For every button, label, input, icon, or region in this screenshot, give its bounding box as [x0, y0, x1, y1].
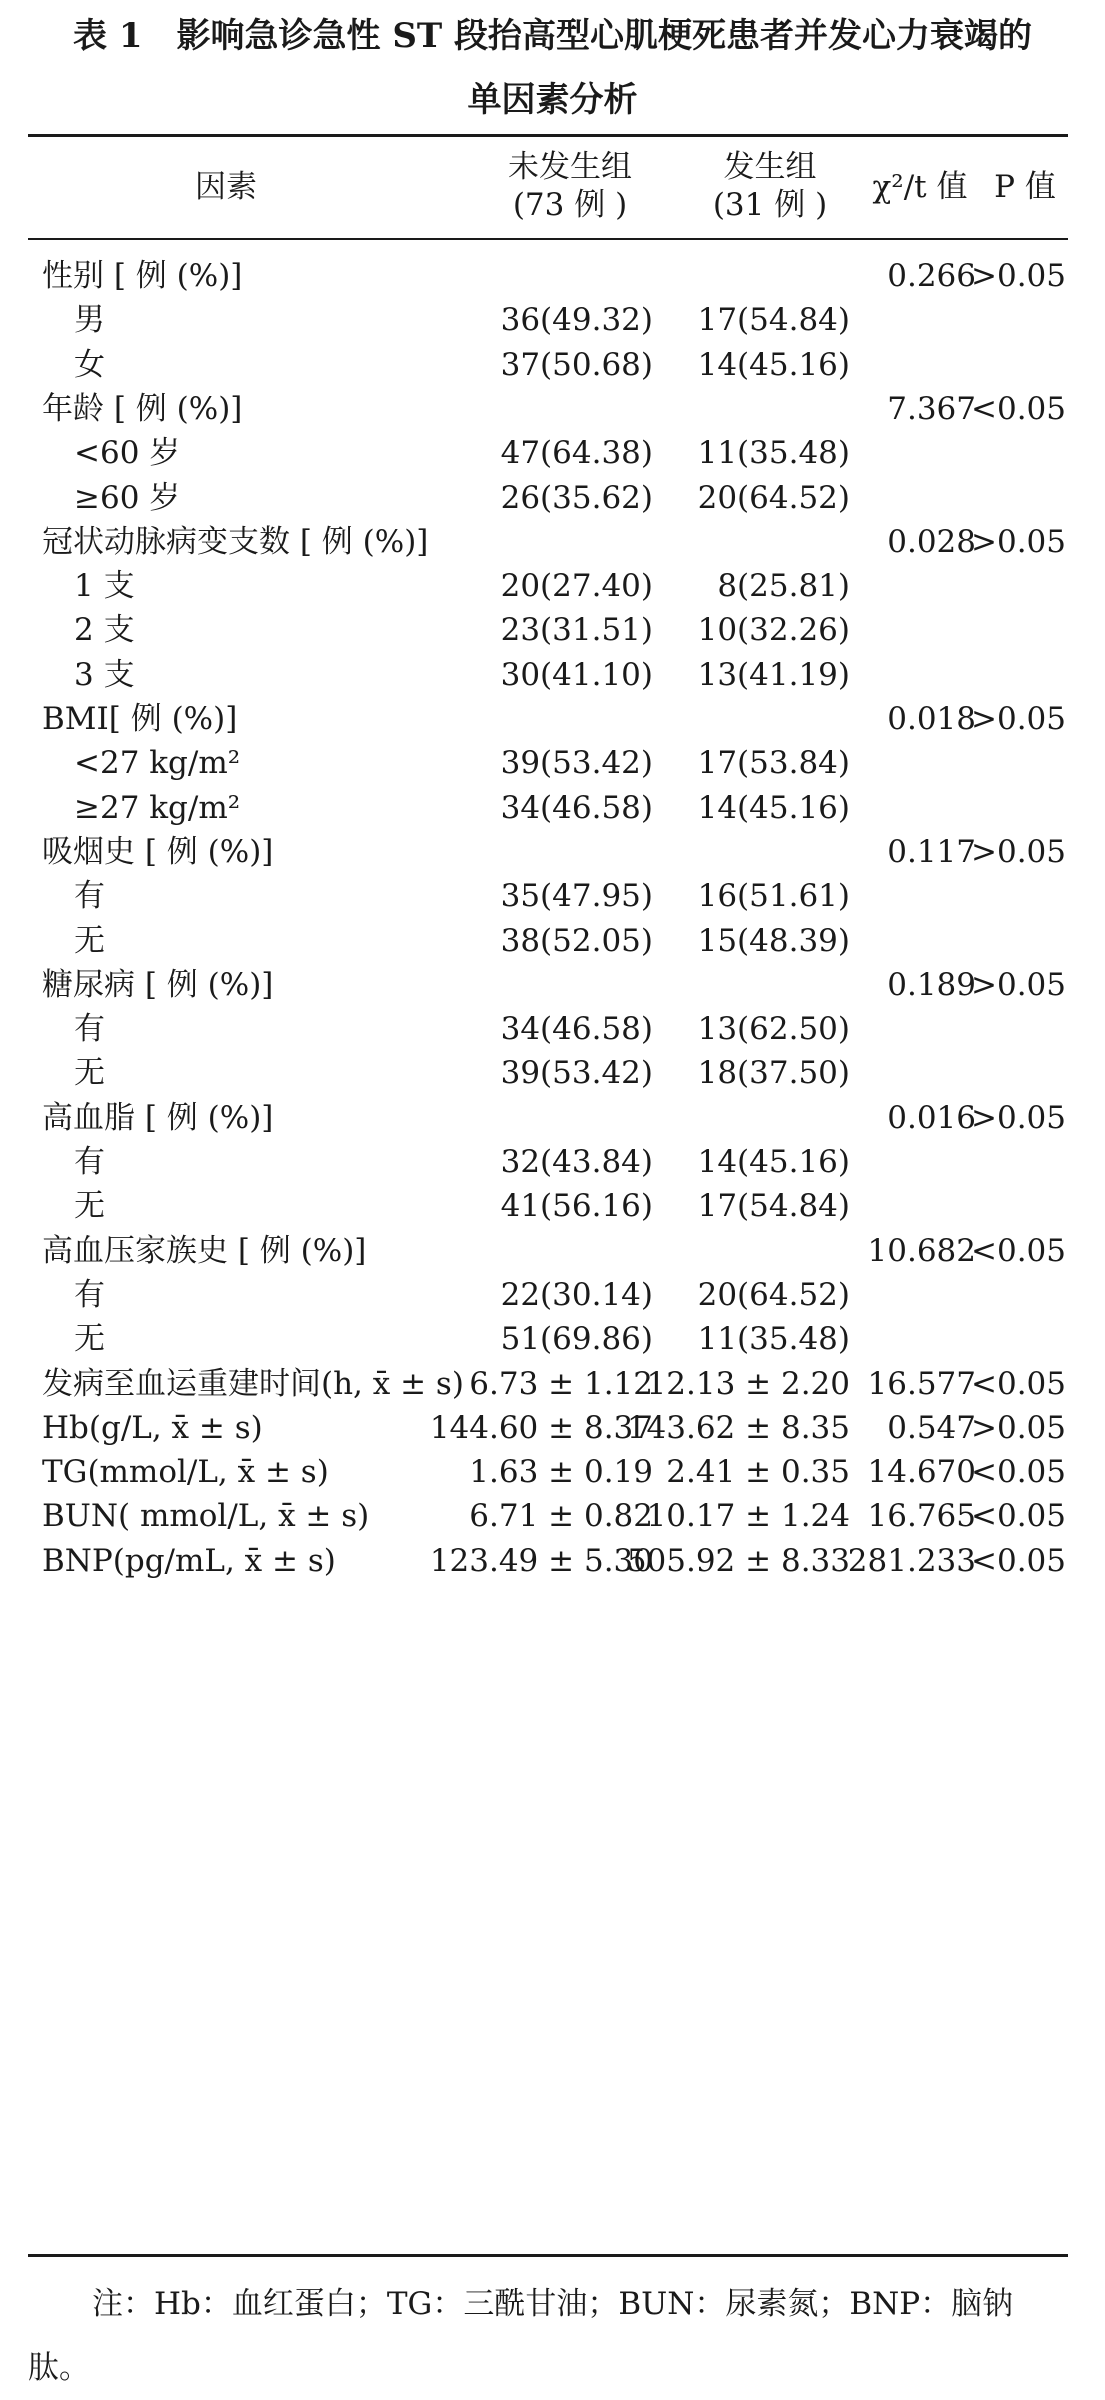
row-factor: Hb(g/L, x̄ ± s)	[42, 1409, 263, 1446]
row-factor: 男	[74, 302, 105, 339]
row-chi-t-value: 10.682	[867, 1232, 976, 1269]
row-p-value: >0.05	[971, 1099, 1066, 1136]
row-factor: 高血压家族史 [ 例 (%)]	[42, 1232, 367, 1269]
row-group-1-value: 23(31.51)	[500, 612, 653, 649]
row-group-1-value: 34(46.58)	[500, 1011, 653, 1048]
row-group-1-value: 26(35.62)	[500, 479, 653, 516]
row-group-1-value: 35(47.95)	[500, 878, 653, 915]
row-chi-t-value: 0.189	[887, 966, 976, 1003]
row-group-1-value: 38(52.05)	[500, 922, 653, 959]
row-factor: 有	[74, 878, 105, 915]
row-group-1-value: 51(69.86)	[500, 1321, 653, 1358]
header-factor: 因素	[195, 169, 257, 205]
row-p-value: >0.05	[971, 523, 1066, 560]
row-factor: 3 支	[74, 656, 135, 693]
header-group-2	[670, 148, 870, 224]
row-group-2-value: 17(53.84)	[697, 745, 850, 782]
row-group-1-value: 39(53.42)	[500, 745, 653, 782]
row-factor: <27 kg/m²	[74, 745, 241, 782]
header-chi-t-value: χ²/t 值	[872, 169, 968, 205]
row-group-1-value: 41(56.16)	[500, 1188, 653, 1225]
row-chi-t-value: 16.577	[867, 1365, 976, 1402]
row-group-2-value: 20(64.52)	[697, 1276, 850, 1313]
row-group-2-value: 13(62.50)	[697, 1011, 850, 1048]
row-p-value: <0.05	[971, 1454, 1066, 1491]
row-factor: 糖尿病 [ 例 (%)]	[42, 966, 274, 1003]
row-group-1-value: 123.49 ± 5.30	[429, 1542, 653, 1579]
row-factor: 冠状动脉病变支数 [ 例 (%)]	[42, 523, 429, 560]
row-factor: 女	[74, 346, 105, 383]
row-group-2-value: 17(54.84)	[697, 1188, 850, 1225]
row-p-value: <0.05	[971, 1232, 1066, 1269]
row-factor: BMI[ 例 (%)]	[42, 701, 238, 737]
row-group-2-value: 14(45.16)	[697, 789, 850, 826]
top-rule	[28, 134, 1068, 137]
row-p-value: <0.05	[971, 1542, 1066, 1579]
table-title-line-2: 单因素分析	[467, 80, 638, 120]
row-factor: 2 支	[74, 612, 135, 649]
row-chi-t-value: 0.547	[887, 1409, 976, 1446]
row-factor: TG(mmol/L, x̄ ± s)	[42, 1454, 329, 1491]
row-group-1-value: 144.60 ± 8.37	[429, 1409, 653, 1446]
row-factor: 无	[74, 1055, 105, 1092]
row-chi-t-value: 0.028	[887, 523, 976, 560]
row-p-value: <0.05	[971, 390, 1066, 427]
row-group-1-value: 37(50.68)	[500, 346, 653, 383]
row-group-2-value: 8(25.81)	[717, 568, 850, 605]
row-factor: 吸烟史 [ 例 (%)]	[42, 833, 274, 870]
row-group-2-value: 17(54.84)	[697, 302, 850, 339]
header-group-1-name: 未发生组	[508, 149, 632, 185]
row-group-1-value: 47(64.38)	[500, 435, 653, 472]
row-group-1-value: 39(53.42)	[500, 1055, 653, 1092]
header-group-1	[460, 148, 680, 224]
row-group-1-value: 6.71 ± 0.82	[469, 1498, 653, 1535]
row-group-2-value: 20(64.52)	[697, 479, 850, 516]
header-group-2-count: (31 例 )	[712, 187, 828, 223]
row-p-value: >0.05	[971, 701, 1066, 737]
header-group-2-name: 发生组	[723, 149, 817, 185]
row-p-value: >0.05	[971, 1409, 1066, 1446]
table-title-line-1: 表 1 影响急诊急性 ST 段抬高型心肌梗死患者并发心力衰竭的	[72, 16, 1033, 56]
row-group-2-value: 18(37.50)	[697, 1055, 850, 1092]
row-group-2-value: 505.92 ± 8.33	[626, 1542, 850, 1579]
row-group-2-value: 143.62 ± 8.35	[626, 1409, 850, 1446]
row-group-1-value: 36(49.32)	[500, 302, 653, 339]
row-factor: <60 岁	[74, 435, 181, 472]
row-chi-t-value: 14.670	[867, 1454, 976, 1491]
row-p-value: >0.05	[971, 258, 1066, 294]
row-factor: 1 支	[74, 568, 135, 605]
row-factor: ≥60 岁	[74, 479, 181, 516]
row-group-2-value: 15(48.39)	[697, 922, 850, 959]
header-group-1-count: (73 例 )	[512, 187, 628, 223]
row-p-value: <0.05	[971, 1498, 1066, 1535]
row-factor: ≥27 kg/m²	[74, 789, 241, 826]
row-chi-t-value: 0.018	[887, 701, 976, 737]
row-factor: 无	[74, 1188, 105, 1225]
row-group-1-value: 22(30.14)	[500, 1276, 653, 1313]
row-chi-t-value: 0.016	[887, 1099, 976, 1136]
row-factor: 有	[74, 1011, 105, 1048]
row-factor: 发病至血运重建时间(h, x̄ ± s)	[42, 1365, 464, 1402]
header-p-value: P 值	[994, 169, 1056, 205]
row-group-2-value: 11(35.48)	[697, 435, 850, 472]
row-group-2-value: 10(32.26)	[697, 612, 850, 649]
row-group-2-value: 14(45.16)	[697, 346, 850, 383]
row-factor: BNP(pg/mL, x̄ ± s)	[42, 1542, 336, 1579]
row-factor: 无	[74, 1321, 105, 1358]
row-group-1-value: 20(27.40)	[500, 568, 653, 605]
row-group-2-value: 14(45.16)	[697, 1144, 850, 1180]
bottom-rule	[28, 2254, 1068, 2257]
row-chi-t-value: 0.117	[887, 833, 976, 870]
row-group-2-value: 12.13 ± 2.20	[646, 1365, 850, 1402]
row-p-value: >0.05	[971, 966, 1066, 1003]
row-group-2-value: 13(41.19)	[697, 656, 850, 693]
row-p-value: <0.05	[971, 1365, 1066, 1402]
row-group-2-value: 16(51.61)	[697, 878, 850, 915]
header-rule	[28, 238, 1068, 240]
row-factor: 有	[74, 1276, 105, 1313]
table-row	[28, 1531, 1068, 1591]
row-factor: BUN( mmol/L, x̄ ± s)	[42, 1498, 370, 1535]
row-chi-t-value: 7.367	[887, 390, 976, 427]
row-factor: 无	[74, 922, 105, 959]
row-group-1-value: 32(43.84)	[500, 1144, 653, 1180]
row-factor: 年龄 [ 例 (%)]	[42, 390, 243, 427]
row-chi-t-value: 0.266	[887, 258, 976, 294]
row-factor: 高血脂 [ 例 (%)]	[42, 1099, 274, 1136]
row-group-1-value: 1.63 ± 0.19	[469, 1454, 653, 1491]
row-group-2-value: 11(35.48)	[697, 1321, 850, 1358]
row-p-value: >0.05	[971, 833, 1066, 870]
row-factor: 性别 [ 例 (%)]	[42, 258, 243, 294]
row-chi-t-value: 281.233	[847, 1542, 976, 1579]
row-factor: 有	[74, 1144, 105, 1180]
row-group-2-value: 10.17 ± 1.24	[646, 1498, 850, 1535]
row-group-1-value: 34(46.58)	[500, 789, 653, 826]
table-footnote: 注：Hb：血红蛋白；TG：三酰甘油；BUN：尿素氮；BNP：脑钠肽。	[28, 2286, 1014, 2386]
row-group-2-value: 2.41 ± 0.35	[666, 1454, 850, 1491]
row-group-1-value: 6.73 ± 1.12	[469, 1365, 653, 1402]
row-group-1-value: 30(41.10)	[500, 656, 653, 693]
row-chi-t-value: 16.765	[867, 1498, 976, 1535]
